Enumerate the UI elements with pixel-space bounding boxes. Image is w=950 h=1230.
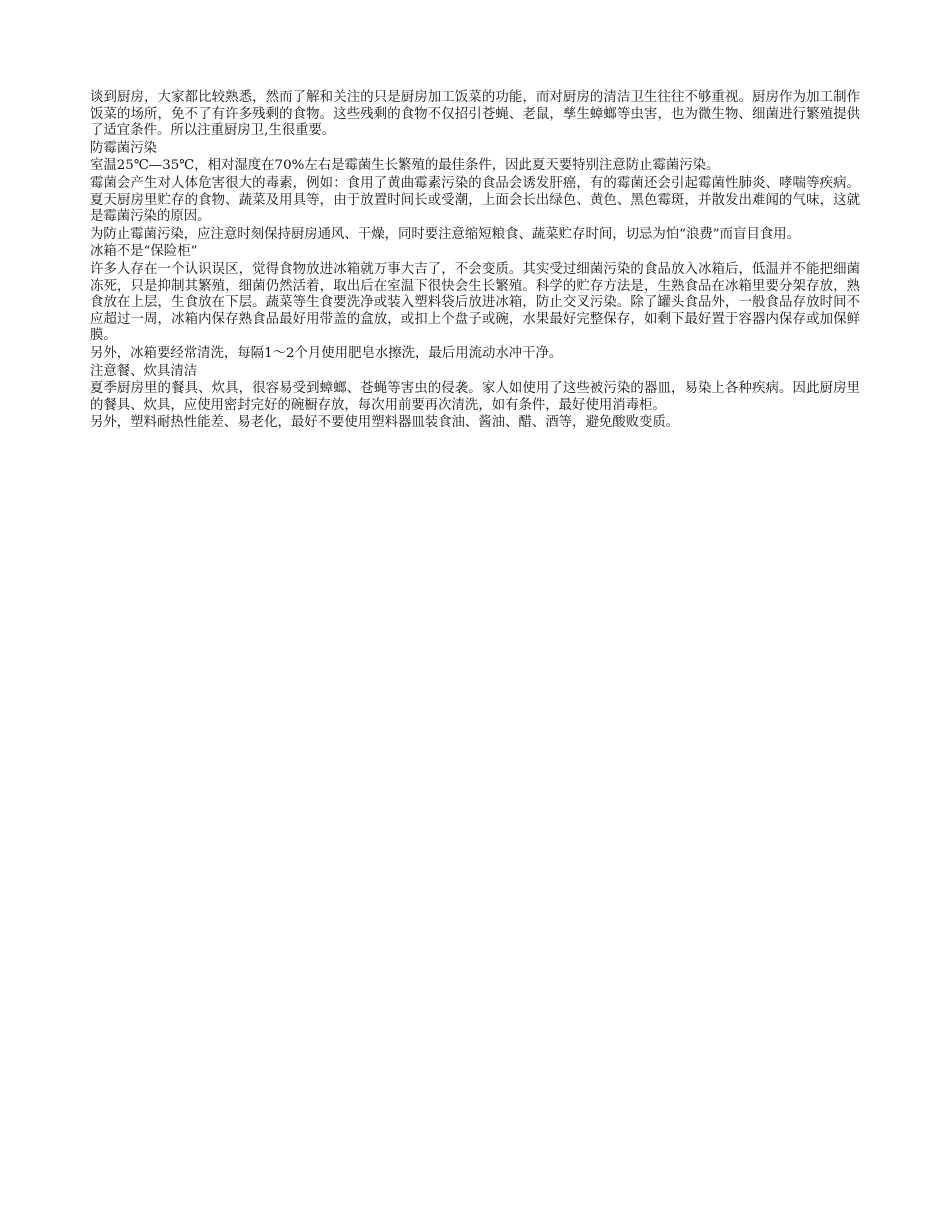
paragraph: 霉菌会产生对人体危害很大的毒素，例如：食用了黄曲霉素污染的食品会诱发肝癌，有的霉菌还会引起霉菌性肺炎、哮喘等疾病。夏天厨房里贮存的食物、蔬菜及用具等，由于放置时间长或受潮，上面会长出绿色、黄色、黑色霉斑，并散发出难闻的气味，这就是霉菌污染的原因。 [90, 175, 860, 225]
paragraph: 许多人存在一个认识误区，觉得食物放进冰箱就万事大吉了，不会变质。其实受过细菌污染的食品放入冰箱后，低温并不能把细菌冻死，只是抑制其繁殖，细菌仍然活着，取出后在室温下很快会生长繁殖。科学的贮存方法是，生熟食品在冰箱里要分架存放，熟食放在上层，生食放在下层。蔬菜等生食要洗净或装入塑料袋后放进冰箱，防止交叉污染。除了罐头食品外，一般食品存放时间不应超过一周，冰箱内保存熟食品最好用带盖的盒放，或扣上个盘子或碗，水果最好完整保存，如剩下最好置于容器内保存或加保鲜膜。 [90, 261, 860, 344]
paragraph: 夏季厨房里的餐具、炊具，很容易受到蟑螂、苍蝇等害虫的侵袭。家人如使用了这些被污染的器皿，易染上各种疾病。因此厨房里的餐具、炊具，应使用密封完好的碗橱存放，每次用前要再次清洗，如有条件，最好使用消毒柜。 [90, 381, 860, 413]
paragraph: 另外，冰箱要经常清洗，每隔1～2个月使用肥皂水擦洗，最后用流动水冲干净。 [90, 345, 563, 361]
intro-paragraph: 谈到厨房，大家都比较熟悉，然而了解和关注的只是厨房加工饭菜的功能，而对厨房的清洁卫生往往不够重视。厨房作为加工制作饭菜的场所，免不了有许多残剩的食物。这些残剩的食物不仅招引苍蝇、老鼠，孳生蟑螂等虫害，也为微生物、细菌进行繁殖提供了适宜条件。所以注重厨房卫,生很重要。 [90, 90, 860, 139]
paragraph: 为防止霉菌污染，应注意时刻保持厨房通风、干燥，同时要注意缩短粮食、蔬菜贮存时间，切忌为怕“浪费”而盲目食用。 [90, 226, 800, 242]
document-body [90, 90, 860, 433]
paragraph: 另外，塑料耐热性能差、易老化，最好不要使用塑料器皿装食油、酱油、醋、酒等，避免酸败变质。 [90, 415, 680, 431]
section-heading-tableware: 注意餐、炊具清洁 [90, 363, 198, 379]
paragraph: 室温25℃—35℃，相对湿度在70%左右是霉菌生长繁殖的最佳条件，因此夏天要特别注意防止霉菌污染。 [90, 158, 720, 174]
section-heading-fridge: 冰箱不是“保险柜” [90, 244, 198, 260]
section-heading-mold: 防霉菌污染 [90, 140, 157, 156]
